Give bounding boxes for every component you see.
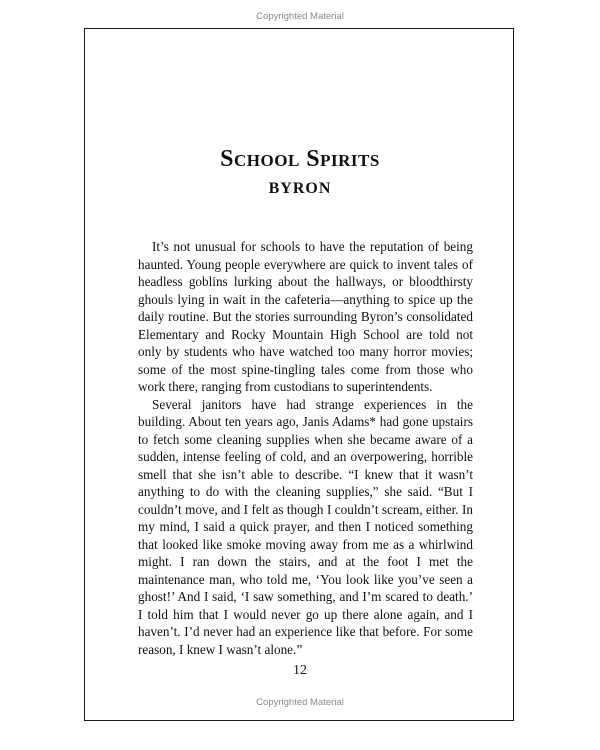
page-number: 12 <box>293 663 307 678</box>
chapter-title: School Spirits <box>220 146 380 172</box>
chapter-subtitle: BYRON <box>268 180 332 197</box>
copyright-watermark-top: Copyrighted Material <box>256 11 344 22</box>
paragraph: It’s not unusual for schools to have the reputation of being haunted. Young people everywhere are quick to invent tales of headless goblins lurking about the hallways, or bloodthirsty ghouls lying in wait in the cafeteria—anything to spice up the daily routine. But the stories surrounding Byron’s consolidated Elementary and Rocky Mountain High School are told not only by students who have watched too many horror movies; some of the most spine-tingling tales come from those who work there, ranging from custodians to superintendents. <box>138 239 473 394</box>
paragraph: Several janitors have had strange experiences in the building. About ten years ago, Janis Adams* had gone upstairs to fetch some cleaning supplies when she became aware of a sudden, intense feeling of cold, and an overpowering, horrible smell that she isn’t able to describe. “I knew that it wasn’t anything to do with the cleaning supplies,” she said. “But I couldn’t move, and I felt as though I couldn’t scream, either. In my mind, I said a quick prayer, and then I noticed something that looked like smoke moving away from me as a whirlwind might. I ran down the stairs, and at the foot I met the maintenance man, who told me, ‘You look like you’ve seen a ghost!’ And I said, ‘I saw something, and I’m scared to death.’ I told him that I would never go up there alone again, and I haven’t. I’d never had an experience like that before. For some reason, I knew I wasn’t alone.” <box>138 396 473 657</box>
body-text <box>138 238 473 658</box>
copyright-watermark-bottom: Copyrighted Material <box>256 697 344 708</box>
